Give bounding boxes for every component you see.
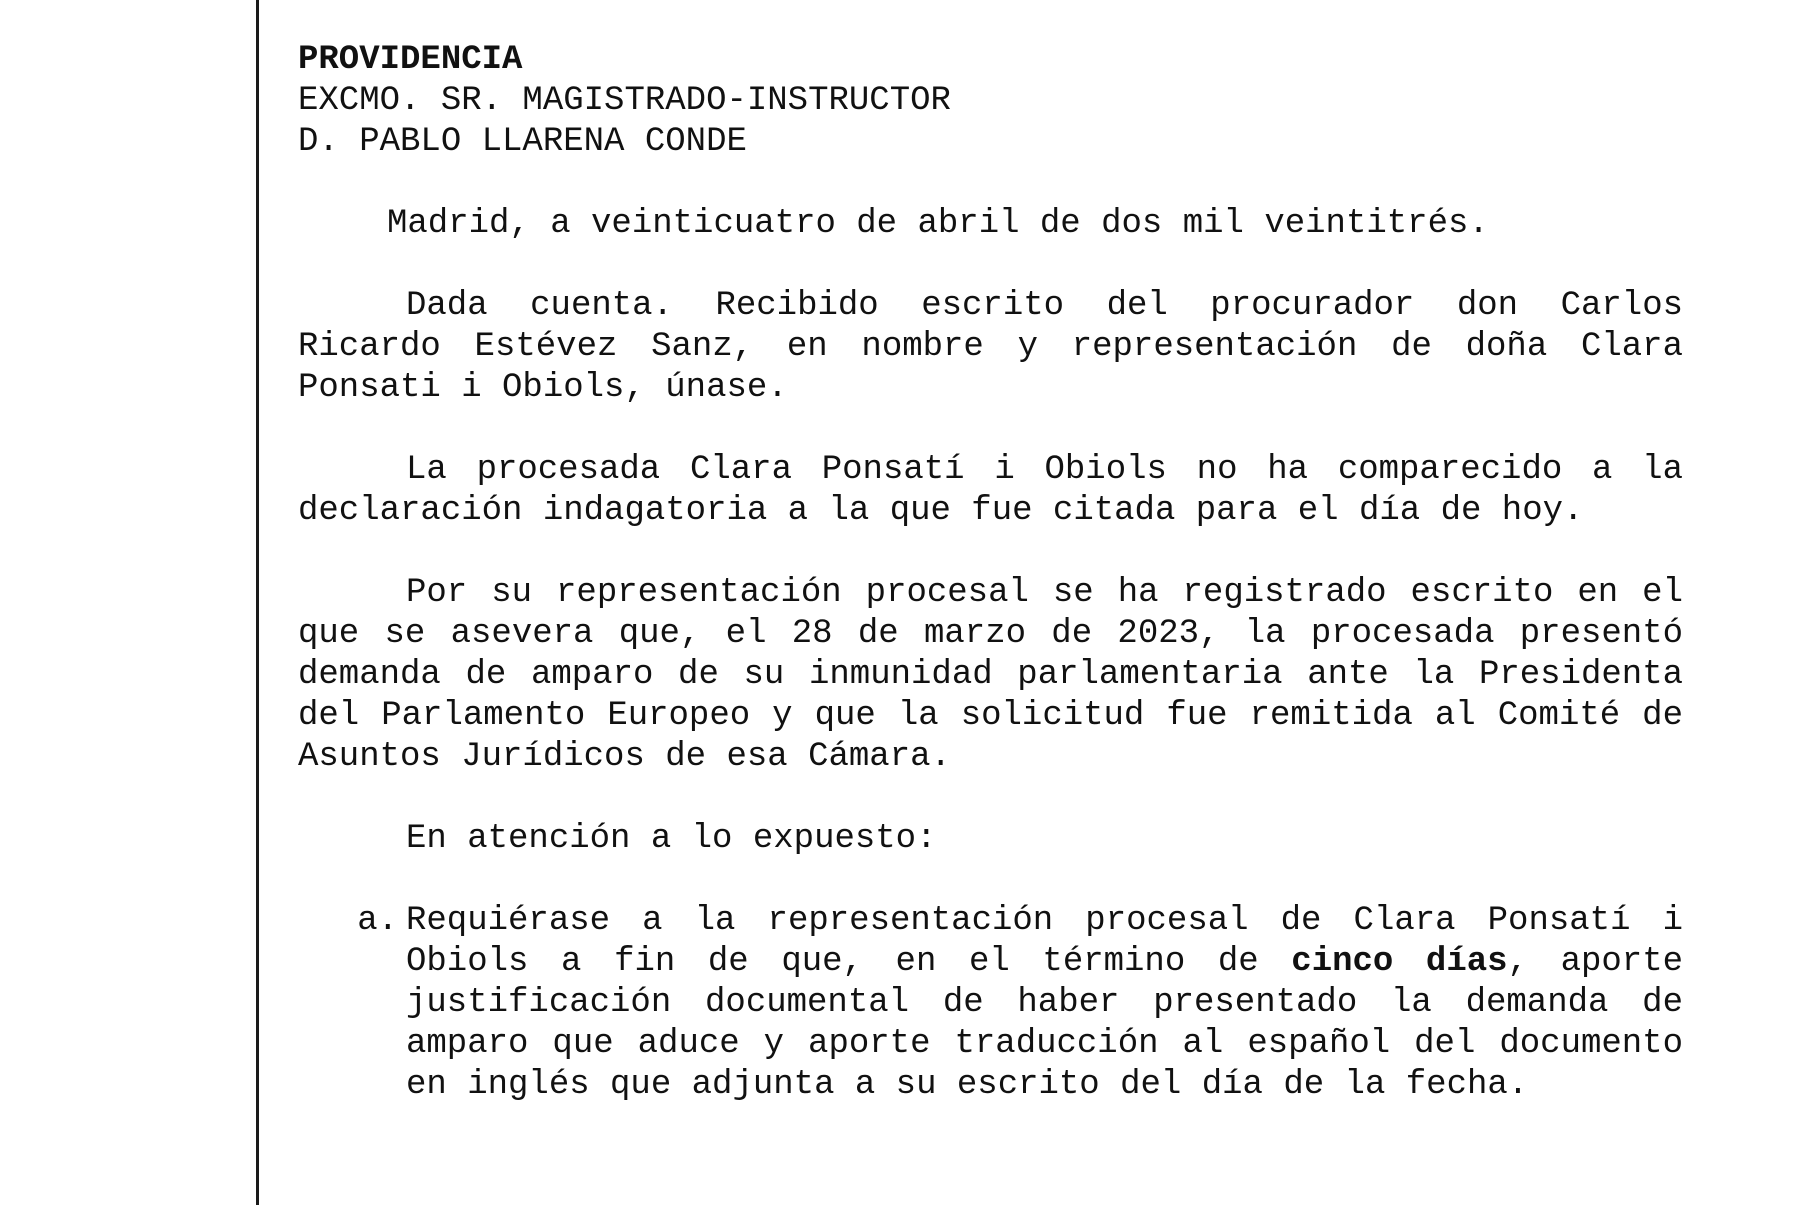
paragraph-representacion: Por su representación procesal se ha registrado escrito en el que se asevera que, el 28 de marzo de 2023, la procesada presentó demanda de amparo de su inmunidad parlamentaria ante la Presidenta del Parlamento Europeo y que la solicitud fue remitida al Comité de Asuntos Jurídicos de esa Cámara. [298,574,1683,776]
judge-title-line: EXCMO. SR. MAGISTRADO-INSTRUCTOR [298,82,951,120]
list-marker [298,901,406,1106]
document-body [298,40,1683,1106]
judge-name-line: D. PABLO LLARENA CONDE [298,123,747,161]
list-marker-label: a. [357,902,398,940]
list-item-text [406,901,1683,1106]
left-margin-rule [256,0,259,1205]
document-title: PROVIDENCIA [298,41,523,79]
paragraph-atencion: En atención a lo expuesto: [406,820,937,858]
list-item-a [298,901,1683,1106]
list-text-bold: cinco días [1291,943,1508,981]
paragraph-dada-cuenta: Dada cuenta. Recibido escrito del procurador don Carlos Ricardo Estévez Sanz, en nombre y representación de doña Clara Ponsati i Obiols, únase. [298,287,1683,407]
paragraph-procesada: La procesada Clara Ponsatí i Obiols no ha comparecido a la declaración indagatoria a la que fue citada para el día de hoy. [298,451,1683,530]
list-text-after: , aporte justificación documental de haber presentado la demanda de amparo que aduce y aporte traducción al español del documento en inglés que adjunta a su escrito del día de la fecha. [406,943,1684,1104]
date-line: Madrid, a veinticuatro de abril de dos mil veintitrés. [387,205,1489,243]
list-text-before: Requiérase a la representación procesal de Clara Ponsatí i Obiols a fin de que, en el término de [406,902,1683,981]
